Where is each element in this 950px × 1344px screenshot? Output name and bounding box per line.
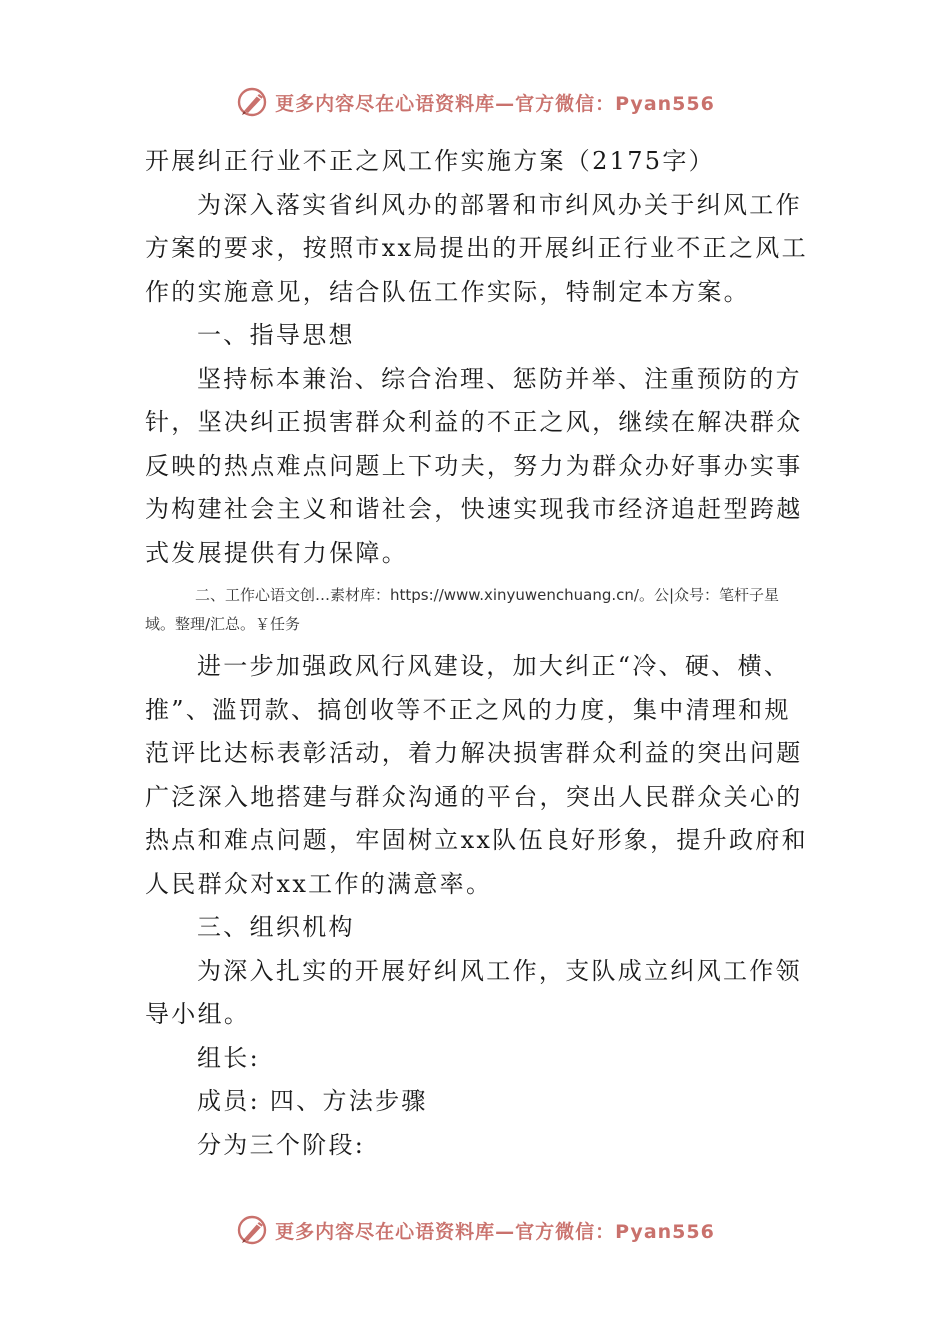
document-body — [145, 140, 810, 1167]
paragraph-line: 推”、滥罚款、搞创收等不正之风的力度，集中清理和规 — [145, 695, 791, 724]
paragraph-line: 为深入扎实的开展好纠风工作，支队成立纠风工作领 — [197, 956, 802, 985]
watermark-text: 更多内容尽在心语资料库—官方微信：Pyan556 — [275, 1220, 715, 1243]
paragraph-line: 方案的要求，按照市xx局提出的开展纠正行业不正之风工 — [145, 234, 808, 262]
footer-watermark-banner — [0, 1210, 950, 1250]
paragraph-line: 为深入落实省纠风办的部署和市纠风办关于纠风工作 — [197, 190, 802, 219]
section-heading: 三、组织机构 — [197, 913, 355, 941]
paragraph-line: 广泛深入地搭建与群众沟通的平台，突出人民群众关心的 — [145, 782, 803, 811]
pen-logo-icon — [235, 1212, 271, 1248]
watermark-text: 更多内容尽在心语资料库—官方微信：Pyan556 — [275, 92, 715, 115]
paragraph-line: 针，坚决纠正损害群众利益的不正之风，继续在解决群众 — [145, 408, 803, 436]
paragraph-line: 作的实施意见，结合队伍工作实际，特制定本方案。 — [145, 277, 750, 306]
paragraph-line: 人民群众对xx工作的满意率。 — [145, 869, 493, 898]
inserted-note — [145, 581, 810, 639]
paragraph-line: 反映的热点难点问题上下功夫，努力为群众办好事办实事 — [145, 451, 803, 480]
paragraph-line: 进一步加强政风行风建设，加大纠正“冷、硬、横、 — [197, 652, 791, 680]
paragraph-line: 导小组。 — [145, 1000, 251, 1028]
stages-line: 分为三个阶段: — [197, 1130, 366, 1159]
note-line: 二、工作心语文创…素材库：https://www.xinyuwenchuang.cn/。公|众号：笔杆子星 — [195, 586, 780, 604]
header-watermark-banner — [0, 82, 950, 122]
section-heading: 一、指导思想 — [197, 321, 355, 349]
paragraph-line: 热点和难点问题，牢固树立xx队伍良好形象，提升政府和 — [145, 826, 808, 854]
members-line: 成员: 四、方法步骤 — [197, 1087, 428, 1115]
paragraph-line: 式发展提供有力保障。 — [145, 538, 408, 567]
document-title: 开展纠正行业不正之风工作实施方案（2175字） — [145, 147, 715, 175]
paragraph-line: 为构建社会主义和谐社会，快速实现我市经济追赶型跨越 — [145, 495, 803, 523]
paragraph-line: 坚持标本兼治、综合治理、惩防并举、注重预防的方 — [197, 364, 802, 393]
pen-logo-icon — [235, 84, 271, 120]
note-line: 域。整理/汇总。￥任务 — [145, 615, 301, 633]
paragraph-line: 范评比达标表彰活动，着力解决损害群众利益的突出问题 — [145, 739, 803, 767]
leader-label: 组长: — [197, 1043, 260, 1072]
